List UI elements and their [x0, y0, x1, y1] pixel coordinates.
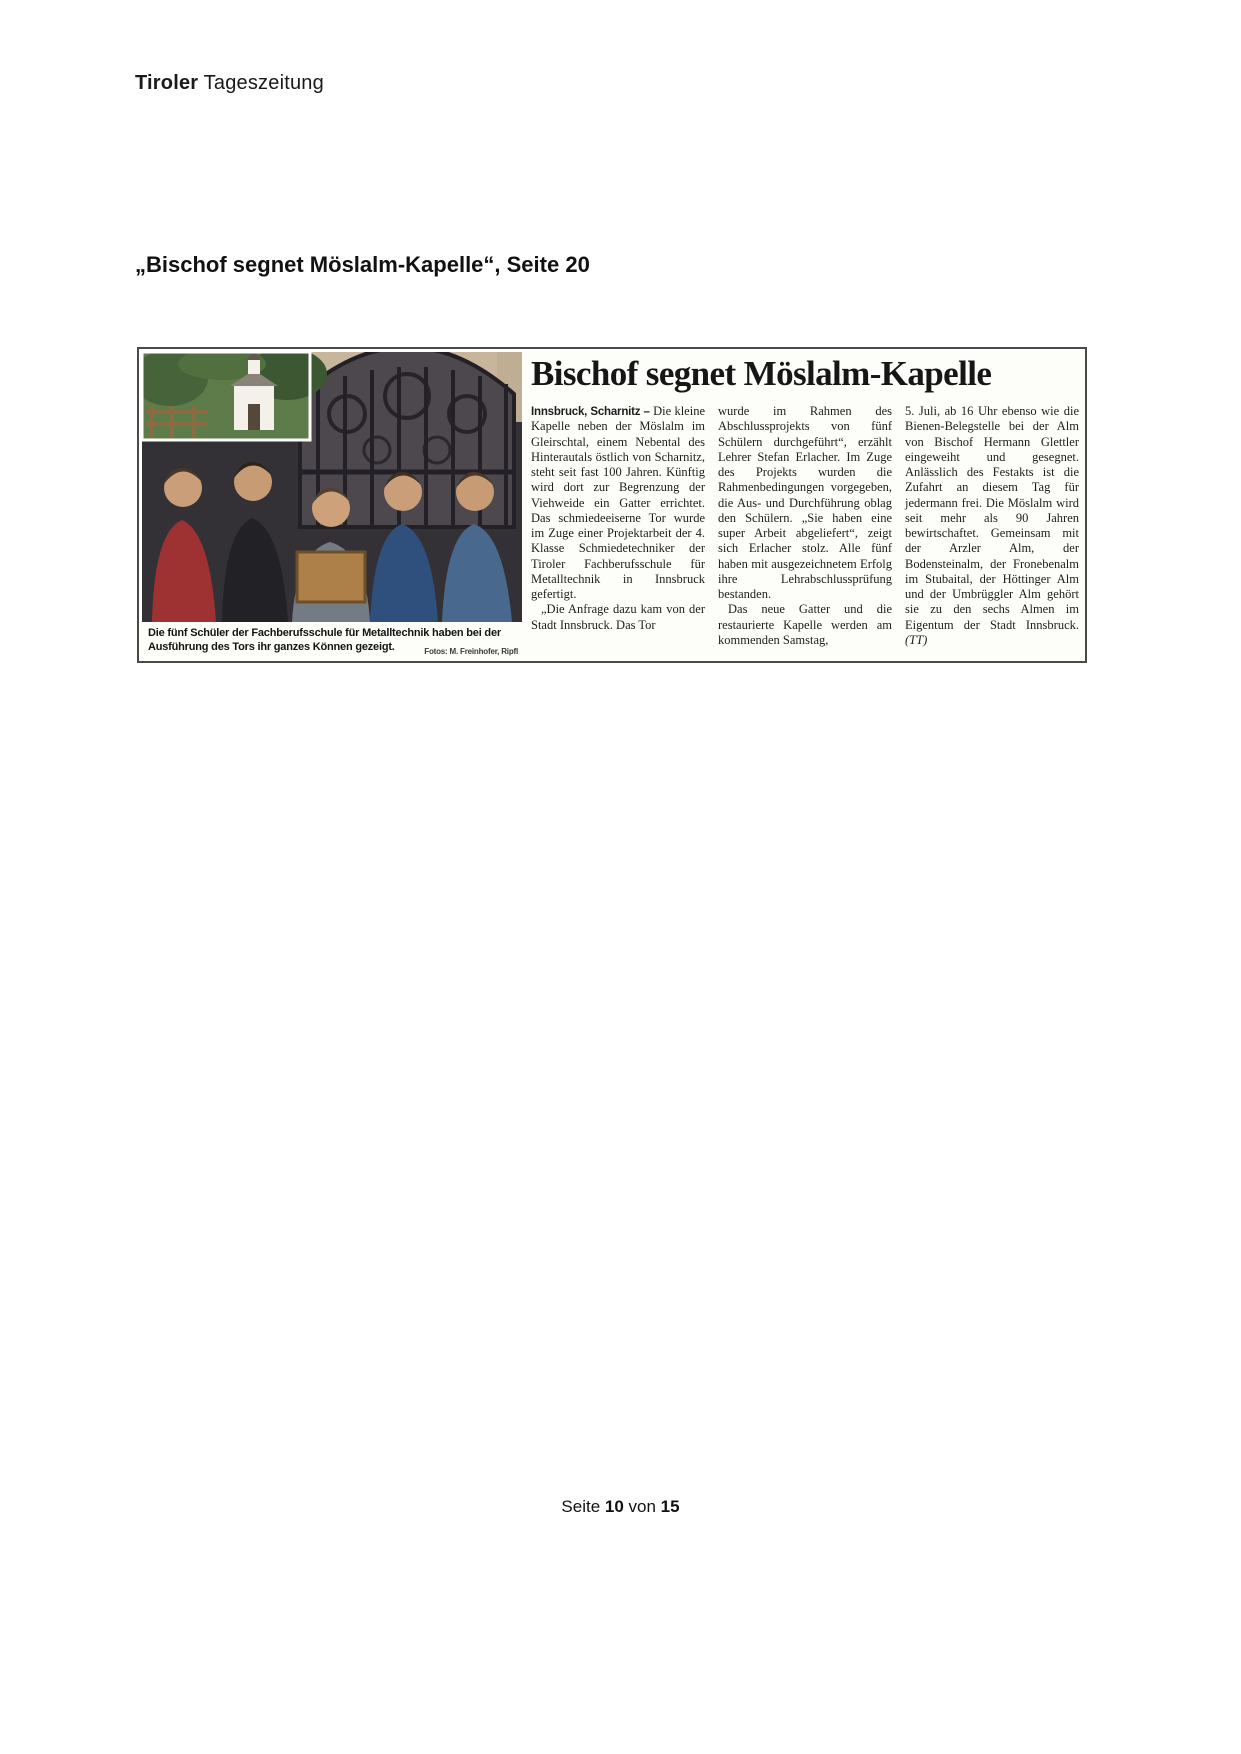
masthead — [135, 72, 324, 95]
chapel-photo — [142, 352, 327, 440]
article-columns — [531, 404, 1081, 648]
paragraph-text: Die kleine Kapelle neben der Möslalm im Gleirschtal, einem Nebental des Hinterautals östlich von Scharnitz, steht seit fast 100 Jahren. Künftig wird dort zur Begrenzung der Viehweide ein Gatter errichtet. Das schmiedeeiserne Tor wurde im Zuge einer Projektarbeit der 4. Klasse Schmiedetechniker der Tiroler Fachberufsschule für Metalltechnik in Innsbruck gefertigt. — [531, 404, 705, 601]
masthead-brand: Tiroler — [135, 72, 199, 94]
footer-prefix: Seite — [561, 1497, 605, 1516]
article-column-1 — [531, 404, 705, 648]
paragraph — [905, 404, 1079, 648]
footer-total-pages: 15 — [660, 1497, 680, 1516]
page-footer — [0, 1497, 1241, 1517]
photo-caption — [148, 626, 520, 658]
paragraph — [531, 404, 705, 602]
paragraph: „Die Anfrage dazu kam von der Stadt Innsbruck. Das Tor — [531, 602, 705, 632]
photo-montage-illustration — [142, 352, 522, 622]
footer-current-page: 10 — [604, 1497, 624, 1516]
footer-separator: von — [623, 1497, 661, 1516]
article-column-3 — [905, 404, 1079, 648]
article-photo — [142, 352, 522, 622]
article-headline: Bischof segnet Möslalm-Kapelle — [531, 354, 992, 393]
masthead-suffix: Tageszeitung — [198, 72, 324, 94]
paragraph: wurde im Rahmen des Abschlussprojekts von fünf Schülern durchgeführt“, erzählt Lehrer Stefan Erlacher. Im Zuge des Projekts wurden die Rahmenbedingungen vorgegeben, die Aus- und Durchführung oblag den Schülern. „Sie haben eine super Arbeit abgeliefert“, zeigt sich Erlacher stolz. Alle fünf haben mit ausgezeichnetem Erfolg ihre Lehrabschlussprüfung bestanden. — [718, 404, 892, 601]
paragraph-text: 5. Juli, ab 16 Uhr ebenso wie die Bienen-Belegstelle bei der Alm von Bischof Hermann Glettler eingeweiht und gesegnet. Anlässlich des Festakts ist die Zufahrt an diesem Tag für jedermann frei. Die Möslalm wird seit mehr als 90 Jahren bewirtschaftet. Gemeinsam mit der Arzler Alm, der Bodensteinalm, der Fronebenalm im Stubaital, der Höttinger Alm und der Umbrüggler Alm gehört sie zu den sechs Almen im Eigentum der Stadt Innsbruck. — [905, 404, 1079, 632]
paragraph: Das neue Gatter und die restaurierte Kapelle werden am kommenden Samstag, — [718, 602, 892, 647]
agency-tag: (TT) — [905, 632, 928, 647]
photo-caption-text: Die fünf Schüler der Fachberufsschule für Metalltechnik haben bei der Ausführung des Tors ihr ganzes Können gezeigt. — [148, 627, 501, 654]
article-column-2 — [718, 404, 892, 648]
newspaper-clipping — [137, 347, 1087, 663]
photo-credit: Fotos: M. Freinhofer, Ripfl — [424, 646, 518, 656]
dateline: Innsbruck, Scharnitz – — [531, 406, 650, 418]
document-heading: „Bischof segnet Möslalm-Kapelle“, Seite 20 — [135, 252, 590, 277]
article — [531, 354, 1081, 648]
